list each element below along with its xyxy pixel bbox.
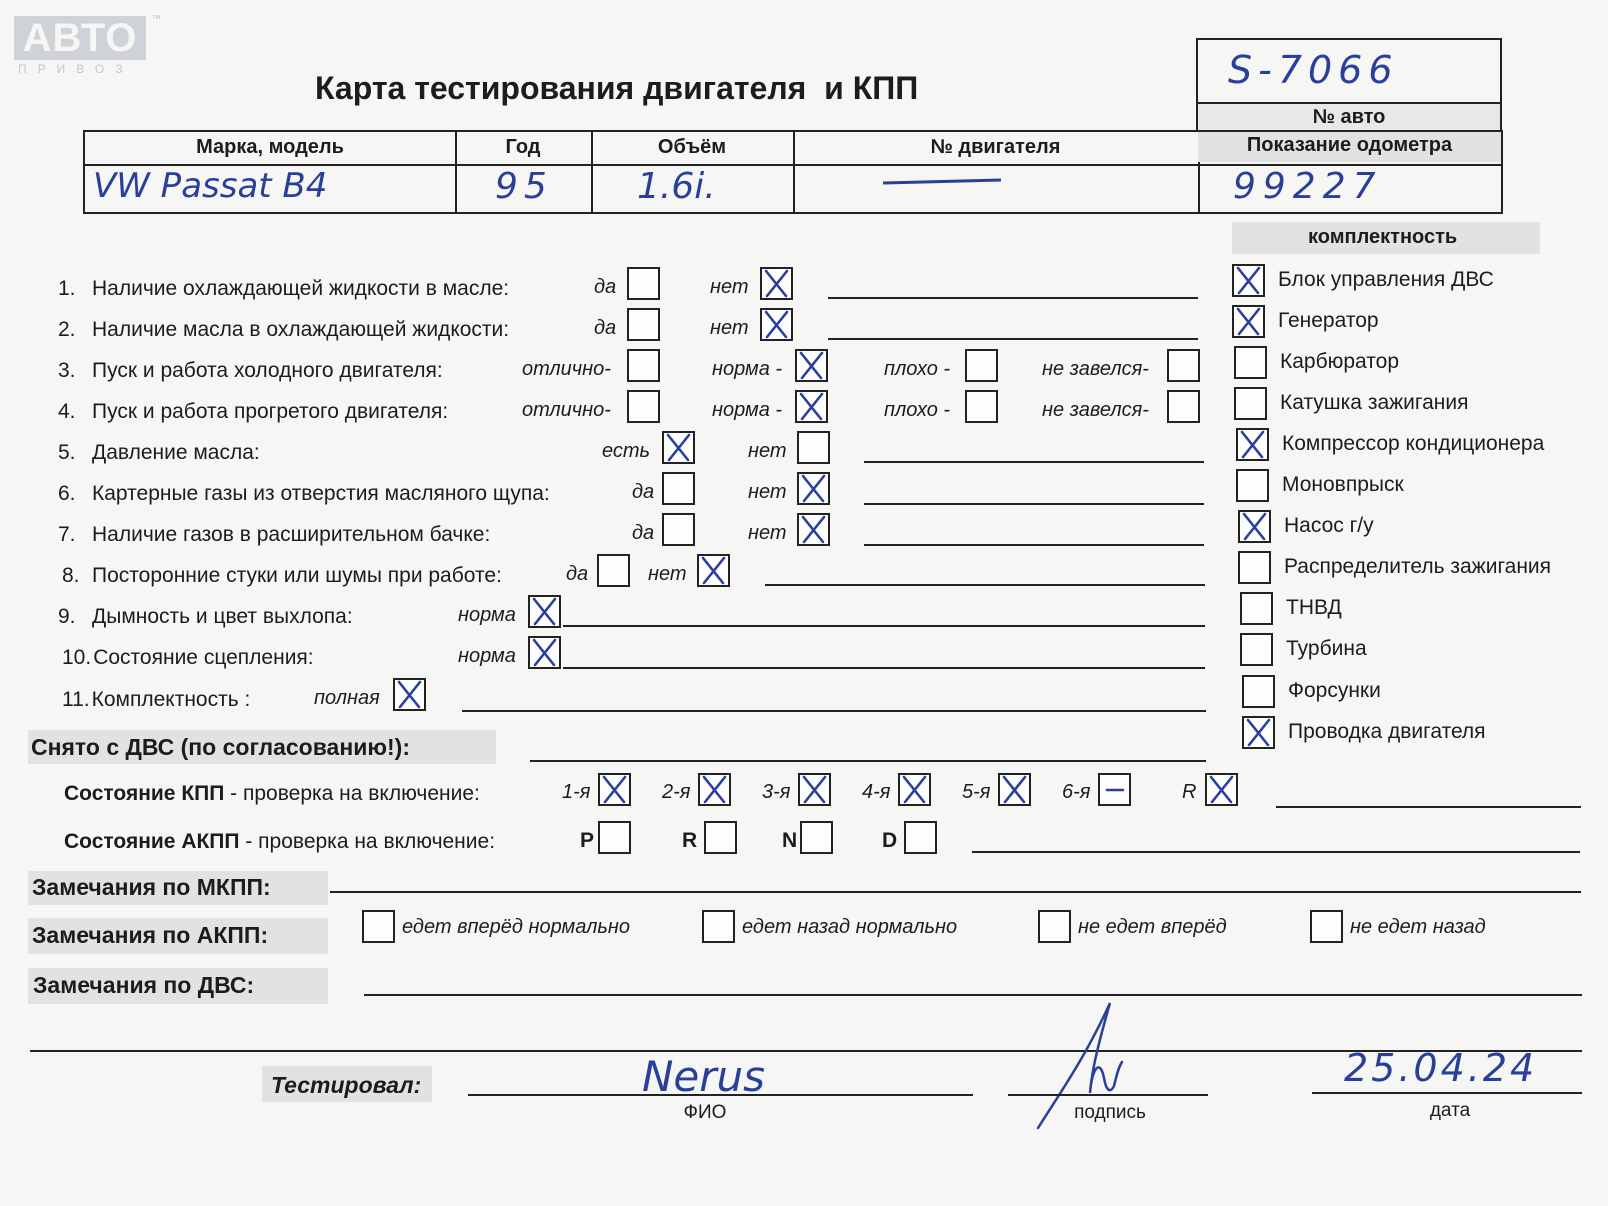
kpp-line <box>1276 806 1581 808</box>
akpp-remark-checkbox[interactable] <box>702 910 735 943</box>
question-number: 7. <box>58 523 76 546</box>
option-checkbox[interactable] <box>965 349 998 382</box>
signature-line <box>1008 1094 1208 1096</box>
akpp-mode-checkbox[interactable] <box>704 821 737 854</box>
gear-checkbox[interactable] <box>1205 773 1238 806</box>
completeness-item-label: Распределитель зажигания <box>1284 555 1552 578</box>
completeness-item-label: ТНВД <box>1286 596 1342 619</box>
akpp-mode-label: D <box>882 829 898 852</box>
option-label: норма <box>458 604 516 626</box>
option-label: нет <box>748 481 787 503</box>
kpp-label <box>64 782 480 806</box>
akpp-remark-label: не едет назад <box>1350 916 1486 938</box>
akpp-mode-label: N <box>782 829 798 852</box>
akpp-mode-label: P <box>580 829 595 852</box>
akpp-mode-checkbox[interactable] <box>598 821 631 854</box>
gear-checkbox[interactable] <box>998 773 1031 806</box>
completeness-item-label: Генератор <box>1278 309 1379 332</box>
question-number: 2. <box>58 318 76 341</box>
question-text: Давление масла: <box>92 441 260 464</box>
value-year: 95 <box>495 166 553 207</box>
option-checkbox[interactable] <box>627 390 660 423</box>
question-number: 8. <box>62 564 80 587</box>
header-table <box>83 130 1503 214</box>
option-checkbox[interactable] <box>795 349 828 382</box>
removed-label: Снято с ДВС (по согласованию!): <box>31 734 410 760</box>
question-text: Наличие масла в охлаждающей жидкости: <box>92 318 510 341</box>
option-label: да <box>566 563 589 585</box>
logo-main: АВТО <box>14 16 146 60</box>
option-checkbox[interactable] <box>393 678 426 711</box>
page-title: Карта тестирования двигателя и КПП <box>315 70 919 106</box>
akpp-line <box>972 851 1580 853</box>
question-number: 9. <box>58 605 76 628</box>
col-header-year: Год <box>505 136 541 158</box>
question-text: Наличие охлаждающей жидкости в масле: <box>92 277 510 300</box>
logo-sub: ПРИВОЗ <box>18 62 134 76</box>
completeness-item-label: Насос г/у <box>1284 514 1374 537</box>
question-text <box>62 688 250 712</box>
option-checkbox[interactable] <box>627 349 660 382</box>
akpp-mode-label: R <box>682 829 698 852</box>
question-text: Пуск и работа холодного двигателя: <box>92 359 443 382</box>
option-checkbox[interactable] <box>627 308 660 341</box>
completeness-item-label: Проводка двигателя <box>1288 720 1486 743</box>
option-checkbox[interactable] <box>662 431 695 464</box>
option-checkbox[interactable] <box>662 513 695 546</box>
date-line <box>1312 1092 1582 1094</box>
value-odometer: 99227 <box>1233 166 1383 207</box>
question-number: 10. <box>62 646 92 669</box>
completeness-item-label: Турбина <box>1286 637 1367 660</box>
name-line <box>468 1094 973 1096</box>
date-caption: дата <box>1429 1100 1471 1121</box>
gear-label: 3-я <box>762 781 791 803</box>
akpp-label <box>64 830 495 854</box>
akpp-remark-checkbox[interactable] <box>1038 910 1071 943</box>
option-label: да <box>632 481 655 503</box>
col-header-odometer: Показание одометра <box>1246 134 1453 156</box>
gear-label: 6-я <box>1062 781 1091 803</box>
option-label: нет <box>710 276 749 298</box>
answer-line <box>462 710 1206 712</box>
completeness-item-label: Форсунки <box>1288 679 1381 702</box>
col-header-volume: Объём <box>657 136 727 158</box>
option-checkbox[interactable] <box>697 554 730 587</box>
option-checkbox[interactable] <box>795 390 828 423</box>
gear-checkbox[interactable] <box>798 773 831 806</box>
option-label: норма - <box>712 399 783 421</box>
question-number: 1. <box>58 277 76 300</box>
completeness-checkbox[interactable] <box>1232 264 1265 297</box>
question-text: Картерные газы из отверстия масляного щупа: <box>92 482 550 505</box>
signature-caption: подпись <box>1074 1102 1146 1123</box>
option-label: да <box>594 276 617 298</box>
option-label: да <box>594 317 617 339</box>
completeness-checkbox[interactable] <box>1242 675 1275 708</box>
option-label: нет <box>748 440 787 462</box>
question-text: Пуск и работа прогретого двигателя: <box>92 400 449 423</box>
gear-label: R <box>1182 781 1197 803</box>
car-id-value: S-7066 <box>1228 48 1399 92</box>
value-volume: 1.6i. <box>637 166 716 207</box>
option-label: нет <box>748 522 787 544</box>
option-checkbox[interactable] <box>627 267 660 300</box>
answer-line <box>864 461 1204 463</box>
kpp-label-bold: Состояние КПП <box>64 782 225 805</box>
car-id-label-cell <box>1196 102 1502 130</box>
option-checkbox[interactable] <box>965 390 998 423</box>
option-checkbox[interactable] <box>528 636 561 669</box>
option-label: отлично- <box>522 358 611 380</box>
option-checkbox[interactable] <box>1167 349 1200 382</box>
kpp-label-rest: - проверка на включение: <box>224 782 480 805</box>
car-id-box <box>1196 38 1502 102</box>
gear-label: 1-я <box>562 781 591 803</box>
answer-line <box>864 503 1204 505</box>
option-label: да <box>632 522 655 544</box>
completeness-checkbox[interactable] <box>1240 592 1273 625</box>
option-label: полная <box>314 687 380 709</box>
option-label: нет <box>648 563 687 585</box>
remarks-akpp-label: Замечания по АКПП: <box>32 922 269 948</box>
gear-label: 5-я <box>962 781 991 803</box>
col-header-engine-no: № двигателя <box>930 136 1061 158</box>
completeness-item-label: Компрессор кондиционера <box>1282 432 1545 455</box>
answer-line <box>864 544 1204 546</box>
answer-line <box>765 584 1205 586</box>
completeness-checkbox[interactable] <box>1236 469 1269 502</box>
completeness-checkbox[interactable] <box>1240 633 1273 666</box>
question-text <box>62 646 314 670</box>
logo <box>14 14 161 76</box>
option-label: норма <box>458 645 516 667</box>
akpp-remark-checkbox[interactable] <box>1310 910 1343 943</box>
name-caption: ФИО <box>683 1102 727 1123</box>
completeness-checkbox[interactable] <box>1242 716 1275 749</box>
test-date: 25.04.24 <box>1344 1046 1538 1090</box>
answer-line <box>563 667 1205 669</box>
option-label: не завелся- <box>1042 358 1149 380</box>
tested-label: Тестировал: <box>271 1072 422 1098</box>
question-label: Комплектность : <box>91 688 251 711</box>
col-header-model: Марка, модель <box>196 136 344 158</box>
logo-tm: ™ <box>151 14 161 25</box>
completeness-item-label: Блок управления ДВС <box>1278 268 1494 291</box>
akpp-remark-label: не едет вперёд <box>1078 916 1227 938</box>
tested-name: Nerus <box>642 1052 766 1101</box>
completeness-checkbox[interactable] <box>1234 346 1267 379</box>
remarks-mkpp-label: Замечания по МКПП: <box>32 874 271 900</box>
completeness-item-label: Моновпрыск <box>1282 473 1404 496</box>
option-checkbox[interactable] <box>760 308 793 341</box>
akpp-remark-label: едет вперёд нормально <box>402 916 631 938</box>
value-engine-no <box>883 178 1001 184</box>
question-text: Дымность и цвет выхлопа: <box>92 605 353 628</box>
gear-label: 2-я <box>662 781 691 803</box>
gear-checkbox[interactable] <box>898 773 931 806</box>
question-number: 4. <box>58 400 76 423</box>
option-label: отлично- <box>522 399 611 421</box>
answer-line <box>563 625 1205 627</box>
akpp-remark-checkbox[interactable] <box>362 910 395 943</box>
completeness-checkbox[interactable] <box>1236 428 1269 461</box>
question-number: 5. <box>58 441 76 464</box>
gear-checkbox[interactable] <box>698 773 731 806</box>
remarks-mkpp-line <box>330 891 1581 893</box>
completeness-checkbox[interactable] <box>1238 510 1271 543</box>
completeness-item-label: Карбюратор <box>1280 350 1400 373</box>
option-checkbox[interactable] <box>760 267 793 300</box>
option-label: плохо - <box>884 399 951 421</box>
option-label: не завелся- <box>1042 399 1149 421</box>
removed-line <box>530 760 1206 762</box>
option-label: есть <box>602 440 651 462</box>
akpp-mode-checkbox[interactable] <box>904 821 937 854</box>
option-checkbox[interactable] <box>797 472 830 505</box>
gear-label: 4-я <box>862 781 891 803</box>
answer-line <box>828 338 1198 340</box>
answer-line <box>828 297 1198 299</box>
option-label: нет <box>710 317 749 339</box>
akpp-label-bold: Состояние АКПП <box>64 830 240 853</box>
completeness-checkbox[interactable] <box>1232 305 1265 338</box>
option-checkbox[interactable] <box>528 595 561 628</box>
remarks-dvs-line <box>364 994 1582 996</box>
option-checkbox[interactable] <box>797 513 830 546</box>
option-checkbox[interactable] <box>1167 390 1200 423</box>
car-id-label: № авто <box>1312 106 1386 128</box>
option-checkbox[interactable] <box>797 431 830 464</box>
option-label: норма - <box>712 358 783 380</box>
question-label: Состояние сцепления: <box>93 646 314 669</box>
completeness-checkbox[interactable] <box>1234 387 1267 420</box>
option-label: плохо - <box>884 358 951 380</box>
question-number: 6. <box>58 482 76 505</box>
akpp-mode-checkbox[interactable] <box>800 821 833 854</box>
akpp-remark-label: едет назад нормально <box>742 916 958 938</box>
value-model: VW Passat B4 <box>93 166 328 206</box>
completeness-item-label: Катушка зажигания <box>1280 391 1469 414</box>
akpp-label-rest: - проверка на включение: <box>239 830 496 853</box>
question-text: Наличие газов в расширительном бачке: <box>92 523 491 546</box>
gear-checkbox[interactable] <box>1098 773 1131 806</box>
gear-checkbox[interactable] <box>598 773 631 806</box>
completeness-title: комплектность <box>1308 226 1458 248</box>
question-text: Посторонние стуки или шумы при работе: <box>92 564 502 587</box>
question-number: 3. <box>58 359 76 382</box>
completeness-checkbox[interactable] <box>1238 551 1271 584</box>
question-number: 11. <box>62 688 90 711</box>
option-checkbox[interactable] <box>662 472 695 505</box>
option-checkbox[interactable] <box>597 554 630 587</box>
remarks-dvs-label: Замечания по ДВС: <box>33 972 255 998</box>
